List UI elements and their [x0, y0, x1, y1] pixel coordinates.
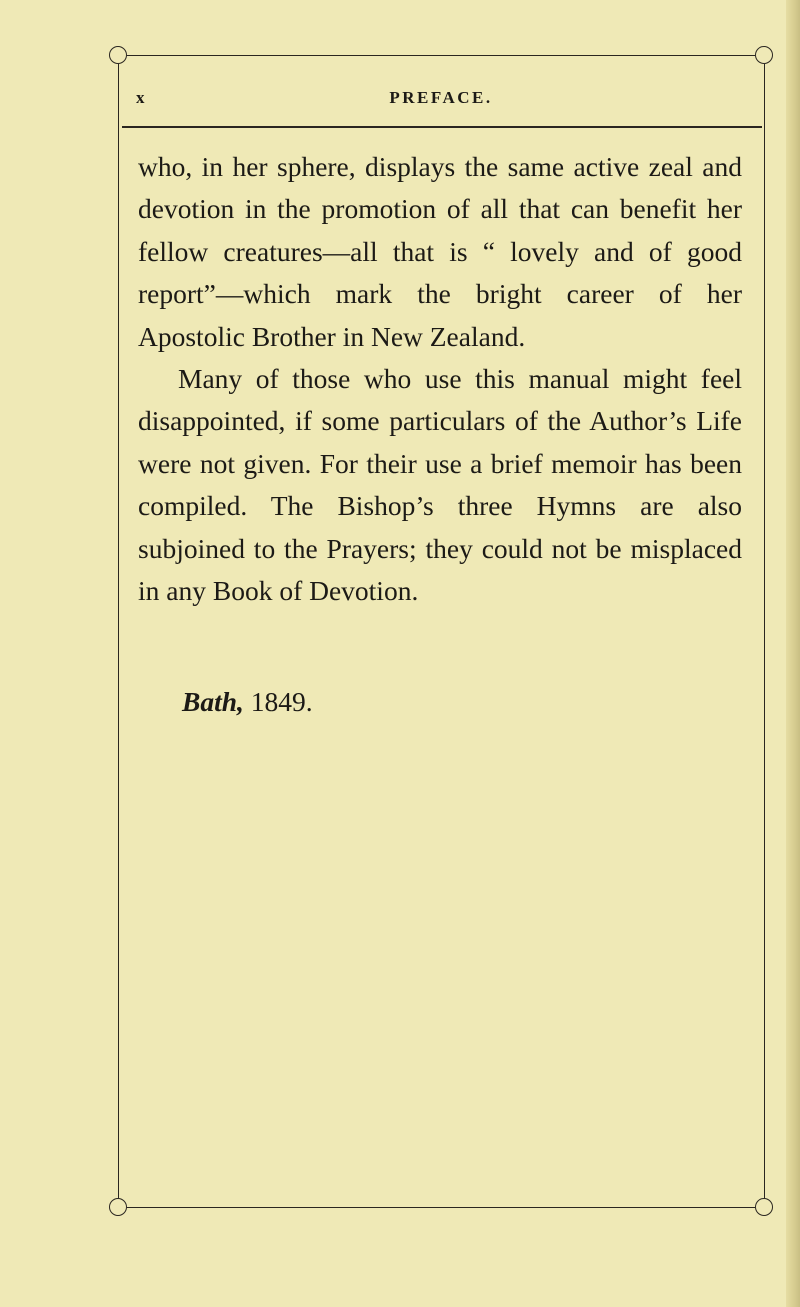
- dateline: [182, 686, 313, 718]
- corner-ornament-top-right: [755, 46, 773, 64]
- paragraph-continued: who, in her sphere, displays the same active zeal and devotion in the promotion of all that can benefit her fellow creatures—all that is “ lovely and of good report”—which mark the bright career of her Apostolic Brother in New Zealand.: [138, 151, 742, 352]
- frame-left-rule: [118, 64, 119, 1198]
- page-edge: [786, 0, 800, 1307]
- running-header: [120, 88, 762, 112]
- frame-top-rule: [127, 55, 755, 56]
- header-rule: [122, 126, 762, 128]
- frame-right-rule: [764, 64, 765, 1198]
- dateline-place: Bath,: [182, 686, 244, 717]
- running-title: PREFACE.: [389, 88, 493, 107]
- dateline-year: 1849.: [250, 686, 313, 717]
- corner-ornament-bottom-left: [109, 1198, 127, 1216]
- corner-ornament-bottom-right: [755, 1198, 773, 1216]
- paragraph: Many of those who use this manual might feel disappointed, if some particulars of the Author’s Life were not given. For their use a brief memoir has been compiled. The Bishop’s three Hymns are also subjoined to the Prayers; they could not be misplaced in any Book of Devotion.: [138, 363, 742, 607]
- frame-bottom-rule: [127, 1207, 755, 1208]
- page-number: x: [136, 88, 146, 107]
- preface-text: [138, 146, 742, 612]
- corner-ornament-top-left: [109, 46, 127, 64]
